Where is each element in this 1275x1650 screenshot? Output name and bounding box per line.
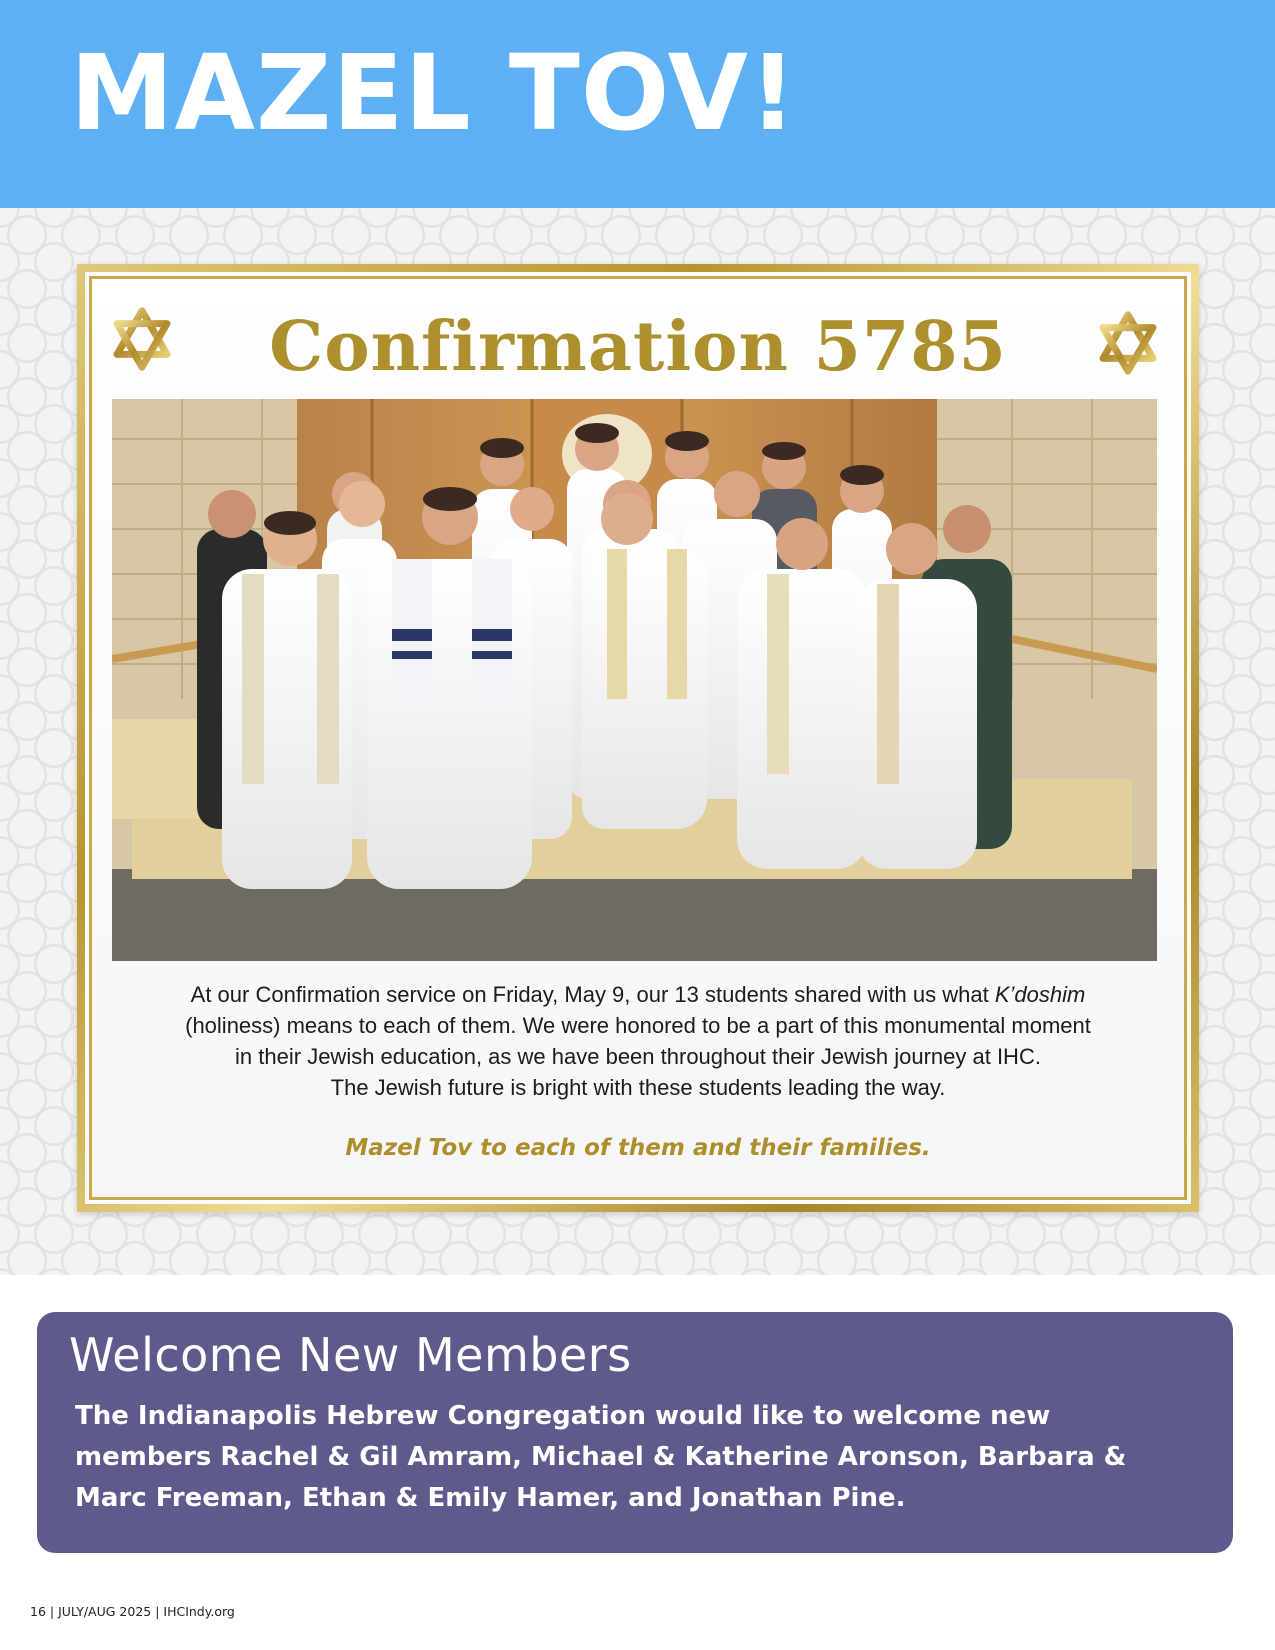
confirmation-title: Confirmation 5785 bbox=[269, 307, 1007, 387]
confirmation-tagline: Mazel Tov to each of them and their families. bbox=[345, 1135, 931, 1161]
page-header bbox=[0, 0, 1275, 208]
welcome-members-title: Welcome New Members bbox=[69, 1328, 632, 1382]
confirmation-card bbox=[77, 264, 1199, 1212]
caption-italic-term: K’doshim bbox=[994, 982, 1086, 1007]
welcome-members-panel bbox=[37, 1312, 1233, 1553]
page-footer: 16 | JULY/AUG 2025 | IHCIndy.org bbox=[30, 1604, 235, 1619]
confirmation-group-photo bbox=[112, 399, 1157, 961]
confirmation-caption bbox=[112, 979, 1164, 1103]
welcome-members-text: The Indianapolis Hebrew Congregation would like to welcome new members Rachel & Gil Amram, Michael & Katherine Aronson, Barbara & Marc Freeman, Ethan & Emily Hamer, and Jonathan Pine. bbox=[75, 1400, 1127, 1513]
caption-line-1: At our Confirmation service on Friday, May 9, our 13 students shared with us what bbox=[190, 982, 995, 1007]
caption-line-3: in their Jewish education, as we have been throughout their Jewish journey at IHC. bbox=[235, 1044, 1041, 1069]
page-title: MAZEL TOV! bbox=[70, 32, 798, 154]
caption-line-2: (holiness) means to each of them. We were honored to be a part of this monumental moment bbox=[185, 1013, 1091, 1038]
caption-line-4: The Jewish future is bright with these students leading the way. bbox=[330, 1075, 946, 1100]
